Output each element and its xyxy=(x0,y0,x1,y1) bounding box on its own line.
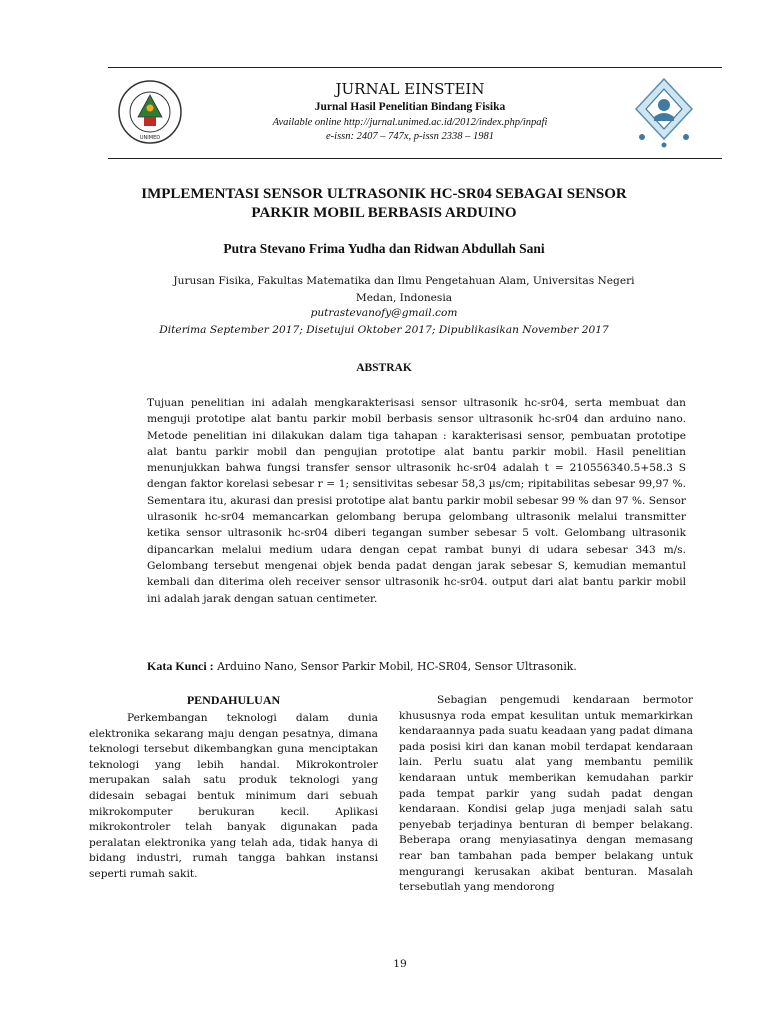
page-number: 19 xyxy=(393,958,407,970)
header-rule-bottom xyxy=(108,158,722,159)
journal-online-url[interactable]: Available online http://jurnal.unimed.ac.id/2012/index.php/inpafi xyxy=(272,117,548,128)
journal-issn: e-issn: 2407 – 747x, p-issn 2338 – 1981 xyxy=(326,131,494,142)
keywords xyxy=(147,659,686,674)
paper-title xyxy=(120,185,648,223)
paper-title-line-1: IMPLEMENTASI SENSOR ULTRASONIK HC-SR04 SEBAGAI SENSOR xyxy=(141,186,627,202)
section-heading-pendahuluan: PENDAHULUAN xyxy=(186,693,281,707)
journal-subtitle: Jurnal Hasil Penelitian Bindang Fisika xyxy=(314,101,506,113)
left-column-text xyxy=(89,711,378,883)
paper-affiliation: Jurusan Fisika, Fakultas Matematika dan Ilmu Pengetahuan Alam, Universitas Negeri Medan, Indonesia xyxy=(173,275,635,304)
right-column-text xyxy=(399,693,693,896)
journal-name: JURNAL EINSTEIN xyxy=(335,80,485,98)
author-email[interactable]: putrastevanofy@gmail.com xyxy=(310,307,458,319)
paper-authors: Putra Stevano Frima Yudha dan Ridwan Abdullah Sani xyxy=(223,241,545,256)
right-column-paragraph: Sebagian pengemudi kendaraan bermotor khususnya roda empat kesulitan untuk memarkirkan kendaraannya pada suatu keadaan yang padat dimana pada posisi kiri dan kanan mobil terdapat kendaraan lain. Perlu suatu alat yang membantu pemilik kendaraan untuk memberikan kemudahan parkir pada tempat parkir yang sudah padat dengan kendaraan. Kondisi gelap juga menjadi salah satu penyebab terjadinya benturan di bemper belakang. Beberapa orang menyiasatinya dengan memasang rear ban tambahan pada bemper belakang untuk mengurangi kerusakan akibat benturan. Masalah tersebutlah yang mendorong xyxy=(399,694,693,894)
paper-title-line-2: PARKIR MOBIL BERBASIS ARDUINO xyxy=(251,205,517,221)
keywords-list: Arduino Nano, Sensor Parkir Mobil, HC-SR04, Sensor Ultrasonik. xyxy=(213,660,577,673)
abstract-text: Tujuan penelitian ini adalah mengkarakterisasi sensor ultrasonik hc-sr04, serta membuat dan menguji prototipe alat bantu parkir mobil berbasis sensor ultrasonik hc-sr04 dan arduino nano. Metode penelitian ini dilakukan dalam tiga tahapan : karakterisasi sensor, pembuatan prototipe alat bantu parkir mobil dan pengujian prototipe alat bantu parkir mobil. Hasil penelitian menunjukkan bahwa fungsi transfer sensor ultrasonik hc-sr04 adalah t = 210556340.5+58.3 S dengan faktor korelasi sebesar r = 1; sensitivitas sebesar 58,3 µs/cm; ripitabilitas sebesar 99,97 %. Sementara itu, akurasi dan presisi prototipe alat bantu parkir mobil sebesar 99 % dan 97 %. Sensor ulrasonik hc-sr04 memancarkan gelombang berupa gelombang ultrasonik melalui transmitter ketika sensor ultrasonik hc-sr04 diberi tegangan sumber sebesar 5 volt. Gelombang ultrasonik dipancarkan melalui medium udara dengan cepat rambat bunyi di udara sebesar 343 m/s. Gelombang tersebut mengenai objek benda padat dengan jarak sebesar S, kemudian memantul kembali dan diterima oleh receiver sensor ultrasonik hc-sr04. output dari alat bantu parkir mobil ini adalah jarak dengan satuan centimeter. xyxy=(147,397,686,605)
svg-text:UNIMED: UNIMED xyxy=(139,135,161,141)
left-column-paragraph: Perkembangan teknologi dalam dunia elektronika sekarang maju dengan pesatnya, dimana teknologi tersebut dikembangkan guna menciptakan teknologi yang lebih handal. Mikrokontroler merupakan salah satu produk teknologi yang didesain sebagai bentuk minimum dari sebuah mikrokomputer berukuran kecil. Aplikasi mikrokontroler telah banyak digunakan pada peralatan elektronika yang telah ada, tidak hanya di bidang industri, rumah tangga bahkan instansi seperti rumah sakit. xyxy=(89,712,378,880)
publication-dates: Diterima September 2017; Disetujui Oktober 2017; Dipublikasikan November 2017 xyxy=(159,324,609,336)
abstract-heading: ABSTRAK xyxy=(356,362,412,374)
header-rule-top xyxy=(108,67,722,68)
keywords-label: Kata Kunci : xyxy=(147,659,214,673)
